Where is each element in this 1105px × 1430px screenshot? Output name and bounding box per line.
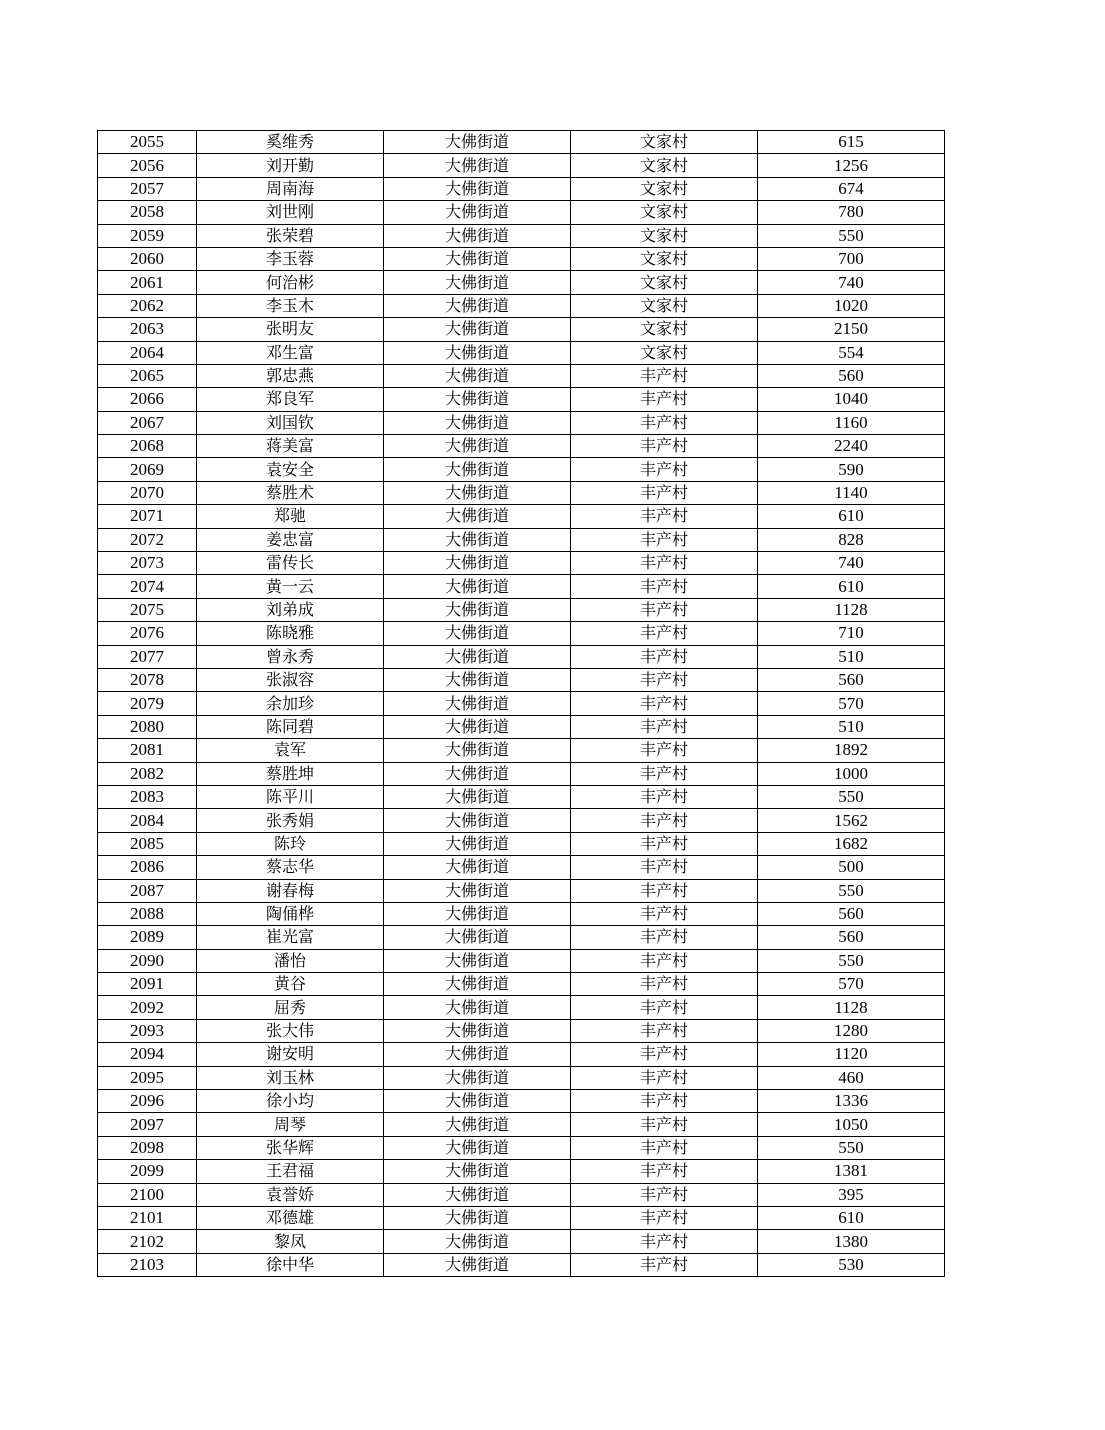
row-number-cell: 2093 [98, 1019, 197, 1042]
name-cell: 蒋美富 [197, 435, 384, 458]
row-number-cell: 2081 [98, 739, 197, 762]
amount-cell: 500 [758, 856, 945, 879]
amount-cell: 560 [758, 902, 945, 925]
name-cell: 郭忠燕 [197, 364, 384, 387]
amount-cell: 2240 [758, 435, 945, 458]
name-cell: 张秀娟 [197, 809, 384, 832]
street-cell: 大佛街道 [384, 552, 571, 575]
row-number-cell: 2076 [98, 622, 197, 645]
row-number-cell: 2065 [98, 364, 197, 387]
name-cell: 陈同碧 [197, 715, 384, 738]
row-number-cell: 2055 [98, 131, 197, 154]
village-cell: 文家村 [571, 154, 758, 177]
street-cell: 大佛街道 [384, 318, 571, 341]
amount-cell: 1256 [758, 154, 945, 177]
village-cell: 丰产村 [571, 973, 758, 996]
name-cell: 王君福 [197, 1160, 384, 1183]
amount-cell: 1020 [758, 294, 945, 317]
street-cell: 大佛街道 [384, 832, 571, 855]
table-row [98, 131, 945, 154]
village-cell: 丰产村 [571, 364, 758, 387]
village-cell: 丰产村 [571, 622, 758, 645]
street-cell: 大佛街道 [384, 1230, 571, 1253]
table-row [98, 177, 945, 200]
row-number-cell: 2067 [98, 411, 197, 434]
table-row [98, 247, 945, 270]
village-cell: 丰产村 [571, 411, 758, 434]
street-cell: 大佛街道 [384, 481, 571, 504]
village-cell: 丰产村 [571, 926, 758, 949]
street-cell: 大佛街道 [384, 271, 571, 294]
name-cell: 张大伟 [197, 1019, 384, 1042]
name-cell: 李玉蓉 [197, 247, 384, 270]
village-cell: 丰产村 [571, 785, 758, 808]
amount-cell: 1050 [758, 1113, 945, 1136]
street-cell: 大佛街道 [384, 622, 571, 645]
amount-cell: 1381 [758, 1160, 945, 1183]
name-cell: 刘玉林 [197, 1066, 384, 1089]
table-row [98, 832, 945, 855]
street-cell: 大佛街道 [384, 154, 571, 177]
row-number-cell: 2101 [98, 1206, 197, 1229]
amount-cell: 1892 [758, 739, 945, 762]
name-cell: 袁誉娇 [197, 1183, 384, 1206]
village-cell: 丰产村 [571, 1066, 758, 1089]
amount-cell: 710 [758, 622, 945, 645]
village-cell: 丰产村 [571, 575, 758, 598]
village-cell: 丰产村 [571, 1019, 758, 1042]
village-cell: 丰产村 [571, 552, 758, 575]
village-cell: 丰产村 [571, 739, 758, 762]
row-number-cell: 2090 [98, 949, 197, 972]
village-cell: 文家村 [571, 271, 758, 294]
row-number-cell: 2063 [98, 318, 197, 341]
name-cell: 邓生富 [197, 341, 384, 364]
row-number-cell: 2098 [98, 1136, 197, 1159]
row-number-cell: 2084 [98, 809, 197, 832]
table-row [98, 1090, 945, 1113]
village-cell: 文家村 [571, 341, 758, 364]
row-number-cell: 2071 [98, 505, 197, 528]
row-number-cell: 2087 [98, 879, 197, 902]
name-cell: 陈晓雅 [197, 622, 384, 645]
row-number-cell: 2079 [98, 692, 197, 715]
table-row [98, 1019, 945, 1042]
amount-cell: 1380 [758, 1230, 945, 1253]
street-cell: 大佛街道 [384, 224, 571, 247]
amount-cell: 510 [758, 715, 945, 738]
amount-cell: 610 [758, 1206, 945, 1229]
street-cell: 大佛街道 [384, 879, 571, 902]
village-cell: 丰产村 [571, 528, 758, 551]
name-cell: 蔡胜术 [197, 481, 384, 504]
street-cell: 大佛街道 [384, 294, 571, 317]
village-cell: 丰产村 [571, 832, 758, 855]
table-row [98, 622, 945, 645]
street-cell: 大佛街道 [384, 341, 571, 364]
amount-cell: 554 [758, 341, 945, 364]
row-number-cell: 2061 [98, 271, 197, 294]
name-cell: 谢春梅 [197, 879, 384, 902]
table-row [98, 949, 945, 972]
village-cell: 文家村 [571, 131, 758, 154]
row-number-cell: 2068 [98, 435, 197, 458]
table-row [98, 926, 945, 949]
row-number-cell: 2075 [98, 598, 197, 621]
street-cell: 大佛街道 [384, 762, 571, 785]
amount-cell: 1120 [758, 1043, 945, 1066]
name-cell: 周南海 [197, 177, 384, 200]
village-cell: 文家村 [571, 294, 758, 317]
amount-cell: 1336 [758, 1090, 945, 1113]
amount-cell: 560 [758, 926, 945, 949]
table-row [98, 224, 945, 247]
row-number-cell: 2085 [98, 832, 197, 855]
table-row [98, 552, 945, 575]
street-cell: 大佛街道 [384, 1066, 571, 1089]
row-number-cell: 2082 [98, 762, 197, 785]
table-row [98, 1160, 945, 1183]
name-cell: 周琴 [197, 1113, 384, 1136]
row-number-cell: 2083 [98, 785, 197, 808]
name-cell: 张荣碧 [197, 224, 384, 247]
amount-cell: 1000 [758, 762, 945, 785]
name-cell: 袁军 [197, 739, 384, 762]
village-cell: 丰产村 [571, 1160, 758, 1183]
row-number-cell: 2072 [98, 528, 197, 551]
row-number-cell: 2097 [98, 1113, 197, 1136]
village-cell: 丰产村 [571, 809, 758, 832]
table-row [98, 1113, 945, 1136]
street-cell: 大佛街道 [384, 1253, 571, 1276]
amount-cell: 1140 [758, 481, 945, 504]
table-row [98, 364, 945, 387]
village-cell: 丰产村 [571, 902, 758, 925]
village-cell: 文家村 [571, 177, 758, 200]
table-row [98, 785, 945, 808]
name-cell: 崔光富 [197, 926, 384, 949]
amount-cell: 1128 [758, 996, 945, 1019]
table-body [98, 131, 945, 1277]
table-row [98, 1253, 945, 1276]
street-cell: 大佛街道 [384, 692, 571, 715]
street-cell: 大佛街道 [384, 364, 571, 387]
table-row [98, 1230, 945, 1253]
table-row [98, 575, 945, 598]
street-cell: 大佛街道 [384, 201, 571, 224]
row-number-cell: 2080 [98, 715, 197, 738]
name-cell: 黄谷 [197, 973, 384, 996]
amount-cell: 550 [758, 1136, 945, 1159]
amount-cell: 2150 [758, 318, 945, 341]
amount-cell: 590 [758, 458, 945, 481]
village-cell: 丰产村 [571, 856, 758, 879]
street-cell: 大佛街道 [384, 949, 571, 972]
street-cell: 大佛街道 [384, 668, 571, 691]
village-cell: 丰产村 [571, 996, 758, 1019]
table-row [98, 692, 945, 715]
table-row [98, 1206, 945, 1229]
table-row [98, 856, 945, 879]
street-cell: 大佛街道 [384, 1090, 571, 1113]
table-row [98, 201, 945, 224]
table-row [98, 762, 945, 785]
row-number-cell: 2060 [98, 247, 197, 270]
amount-cell: 570 [758, 973, 945, 996]
name-cell: 姜忠富 [197, 528, 384, 551]
village-cell: 丰产村 [571, 458, 758, 481]
amount-cell: 780 [758, 201, 945, 224]
village-cell: 丰产村 [571, 1090, 758, 1113]
name-cell: 黎凤 [197, 1230, 384, 1253]
name-cell: 郑驰 [197, 505, 384, 528]
row-number-cell: 2057 [98, 177, 197, 200]
street-cell: 大佛街道 [384, 809, 571, 832]
row-number-cell: 2059 [98, 224, 197, 247]
name-cell: 陶俑桦 [197, 902, 384, 925]
village-cell: 丰产村 [571, 1043, 758, 1066]
street-cell: 大佛街道 [384, 505, 571, 528]
table-row [98, 1066, 945, 1089]
amount-cell: 1280 [758, 1019, 945, 1042]
village-cell: 丰产村 [571, 435, 758, 458]
row-number-cell: 2089 [98, 926, 197, 949]
village-cell: 丰产村 [571, 1253, 758, 1276]
name-cell: 蔡志华 [197, 856, 384, 879]
village-cell: 丰产村 [571, 505, 758, 528]
table-row [98, 458, 945, 481]
name-cell: 谢安明 [197, 1043, 384, 1066]
amount-cell: 550 [758, 949, 945, 972]
table-row [98, 973, 945, 996]
street-cell: 大佛街道 [384, 1183, 571, 1206]
amount-cell: 550 [758, 785, 945, 808]
table-row [98, 1136, 945, 1159]
row-number-cell: 2088 [98, 902, 197, 925]
street-cell: 大佛街道 [384, 458, 571, 481]
village-cell: 丰产村 [571, 1136, 758, 1159]
street-cell: 大佛街道 [384, 1113, 571, 1136]
amount-cell: 550 [758, 224, 945, 247]
table-row [98, 505, 945, 528]
table-row [98, 294, 945, 317]
table-row [98, 645, 945, 668]
amount-cell: 1562 [758, 809, 945, 832]
amount-cell: 1040 [758, 388, 945, 411]
street-cell: 大佛街道 [384, 575, 571, 598]
table-row [98, 879, 945, 902]
table-row [98, 809, 945, 832]
amount-cell: 395 [758, 1183, 945, 1206]
row-number-cell: 2092 [98, 996, 197, 1019]
street-cell: 大佛街道 [384, 1160, 571, 1183]
amount-cell: 610 [758, 505, 945, 528]
table-row [98, 528, 945, 551]
amount-cell: 740 [758, 552, 945, 575]
row-number-cell: 2099 [98, 1160, 197, 1183]
row-number-cell: 2095 [98, 1066, 197, 1089]
row-number-cell: 2064 [98, 341, 197, 364]
name-cell: 徐小均 [197, 1090, 384, 1113]
table-row [98, 598, 945, 621]
table-row [98, 902, 945, 925]
row-number-cell: 2077 [98, 645, 197, 668]
row-number-cell: 2091 [98, 973, 197, 996]
street-cell: 大佛街道 [384, 902, 571, 925]
table-row [98, 1043, 945, 1066]
village-cell: 丰产村 [571, 1113, 758, 1136]
row-number-cell: 2056 [98, 154, 197, 177]
amount-cell: 530 [758, 1253, 945, 1276]
village-cell: 文家村 [571, 201, 758, 224]
name-cell: 刘开勤 [197, 154, 384, 177]
name-cell: 刘国钦 [197, 411, 384, 434]
name-cell: 李玉木 [197, 294, 384, 317]
table-row [98, 388, 945, 411]
street-cell: 大佛街道 [384, 528, 571, 551]
street-cell: 大佛街道 [384, 1206, 571, 1229]
street-cell: 大佛街道 [384, 973, 571, 996]
village-cell: 丰产村 [571, 1183, 758, 1206]
name-cell: 雷传长 [197, 552, 384, 575]
amount-cell: 560 [758, 668, 945, 691]
village-cell: 丰产村 [571, 668, 758, 691]
street-cell: 大佛街道 [384, 435, 571, 458]
row-number-cell: 2070 [98, 481, 197, 504]
amount-cell: 460 [758, 1066, 945, 1089]
name-cell: 何治彬 [197, 271, 384, 294]
table-row [98, 271, 945, 294]
row-number-cell: 2094 [98, 1043, 197, 1066]
name-cell: 刘弟成 [197, 598, 384, 621]
street-cell: 大佛街道 [384, 1019, 571, 1042]
table-row [98, 341, 945, 364]
table-row [98, 481, 945, 504]
village-cell: 丰产村 [571, 715, 758, 738]
village-cell: 丰产村 [571, 598, 758, 621]
street-cell: 大佛街道 [384, 247, 571, 270]
table-row [98, 318, 945, 341]
amount-cell: 615 [758, 131, 945, 154]
street-cell: 大佛街道 [384, 785, 571, 808]
street-cell: 大佛街道 [384, 739, 571, 762]
row-number-cell: 2066 [98, 388, 197, 411]
village-cell: 丰产村 [571, 762, 758, 785]
table-row [98, 1183, 945, 1206]
street-cell: 大佛街道 [384, 645, 571, 668]
street-cell: 大佛街道 [384, 926, 571, 949]
amount-cell: 550 [758, 879, 945, 902]
table-row [98, 154, 945, 177]
amount-cell: 1160 [758, 411, 945, 434]
village-cell: 丰产村 [571, 388, 758, 411]
amount-cell: 828 [758, 528, 945, 551]
row-number-cell: 2058 [98, 201, 197, 224]
amount-cell: 700 [758, 247, 945, 270]
amount-cell: 510 [758, 645, 945, 668]
name-cell: 黄一云 [197, 575, 384, 598]
amount-cell: 1128 [758, 598, 945, 621]
village-cell: 丰产村 [571, 949, 758, 972]
name-cell: 袁安全 [197, 458, 384, 481]
name-cell: 郑良军 [197, 388, 384, 411]
table-row [98, 996, 945, 1019]
name-cell: 邓德雄 [197, 1206, 384, 1229]
amount-cell: 740 [758, 271, 945, 294]
village-cell: 丰产村 [571, 1230, 758, 1253]
table-row [98, 739, 945, 762]
village-cell: 文家村 [571, 318, 758, 341]
name-cell: 潘怡 [197, 949, 384, 972]
village-cell: 丰产村 [571, 481, 758, 504]
table-row [98, 668, 945, 691]
street-cell: 大佛街道 [384, 388, 571, 411]
street-cell: 大佛街道 [384, 856, 571, 879]
table-row [98, 435, 945, 458]
row-number-cell: 2062 [98, 294, 197, 317]
row-number-cell: 2073 [98, 552, 197, 575]
row-number-cell: 2078 [98, 668, 197, 691]
village-cell: 丰产村 [571, 692, 758, 715]
name-cell: 徐中华 [197, 1253, 384, 1276]
name-cell: 曾永秀 [197, 645, 384, 668]
row-number-cell: 2096 [98, 1090, 197, 1113]
row-number-cell: 2074 [98, 575, 197, 598]
name-cell: 陈玲 [197, 832, 384, 855]
village-cell: 丰产村 [571, 879, 758, 902]
street-cell: 大佛街道 [384, 1136, 571, 1159]
row-number-cell: 2103 [98, 1253, 197, 1276]
village-cell: 文家村 [571, 224, 758, 247]
street-cell: 大佛街道 [384, 131, 571, 154]
street-cell: 大佛街道 [384, 177, 571, 200]
name-cell: 陈平川 [197, 785, 384, 808]
amount-cell: 570 [758, 692, 945, 715]
name-cell: 余加珍 [197, 692, 384, 715]
row-number-cell: 2069 [98, 458, 197, 481]
village-cell: 丰产村 [571, 1206, 758, 1229]
name-cell: 张华辉 [197, 1136, 384, 1159]
table-row [98, 411, 945, 434]
street-cell: 大佛街道 [384, 411, 571, 434]
village-cell: 丰产村 [571, 645, 758, 668]
street-cell: 大佛街道 [384, 996, 571, 1019]
name-cell: 蔡胜坤 [197, 762, 384, 785]
name-cell: 张明友 [197, 318, 384, 341]
amount-cell: 560 [758, 364, 945, 387]
row-number-cell: 2100 [98, 1183, 197, 1206]
amount-cell: 674 [758, 177, 945, 200]
amount-cell: 1682 [758, 832, 945, 855]
name-cell: 屈秀 [197, 996, 384, 1019]
street-cell: 大佛街道 [384, 598, 571, 621]
amount-cell: 610 [758, 575, 945, 598]
name-cell: 奚维秀 [197, 131, 384, 154]
name-cell: 张淑容 [197, 668, 384, 691]
table-row [98, 715, 945, 738]
data-table [97, 130, 945, 1277]
street-cell: 大佛街道 [384, 715, 571, 738]
village-cell: 文家村 [571, 247, 758, 270]
name-cell: 刘世刚 [197, 201, 384, 224]
row-number-cell: 2102 [98, 1230, 197, 1253]
street-cell: 大佛街道 [384, 1043, 571, 1066]
row-number-cell: 2086 [98, 856, 197, 879]
